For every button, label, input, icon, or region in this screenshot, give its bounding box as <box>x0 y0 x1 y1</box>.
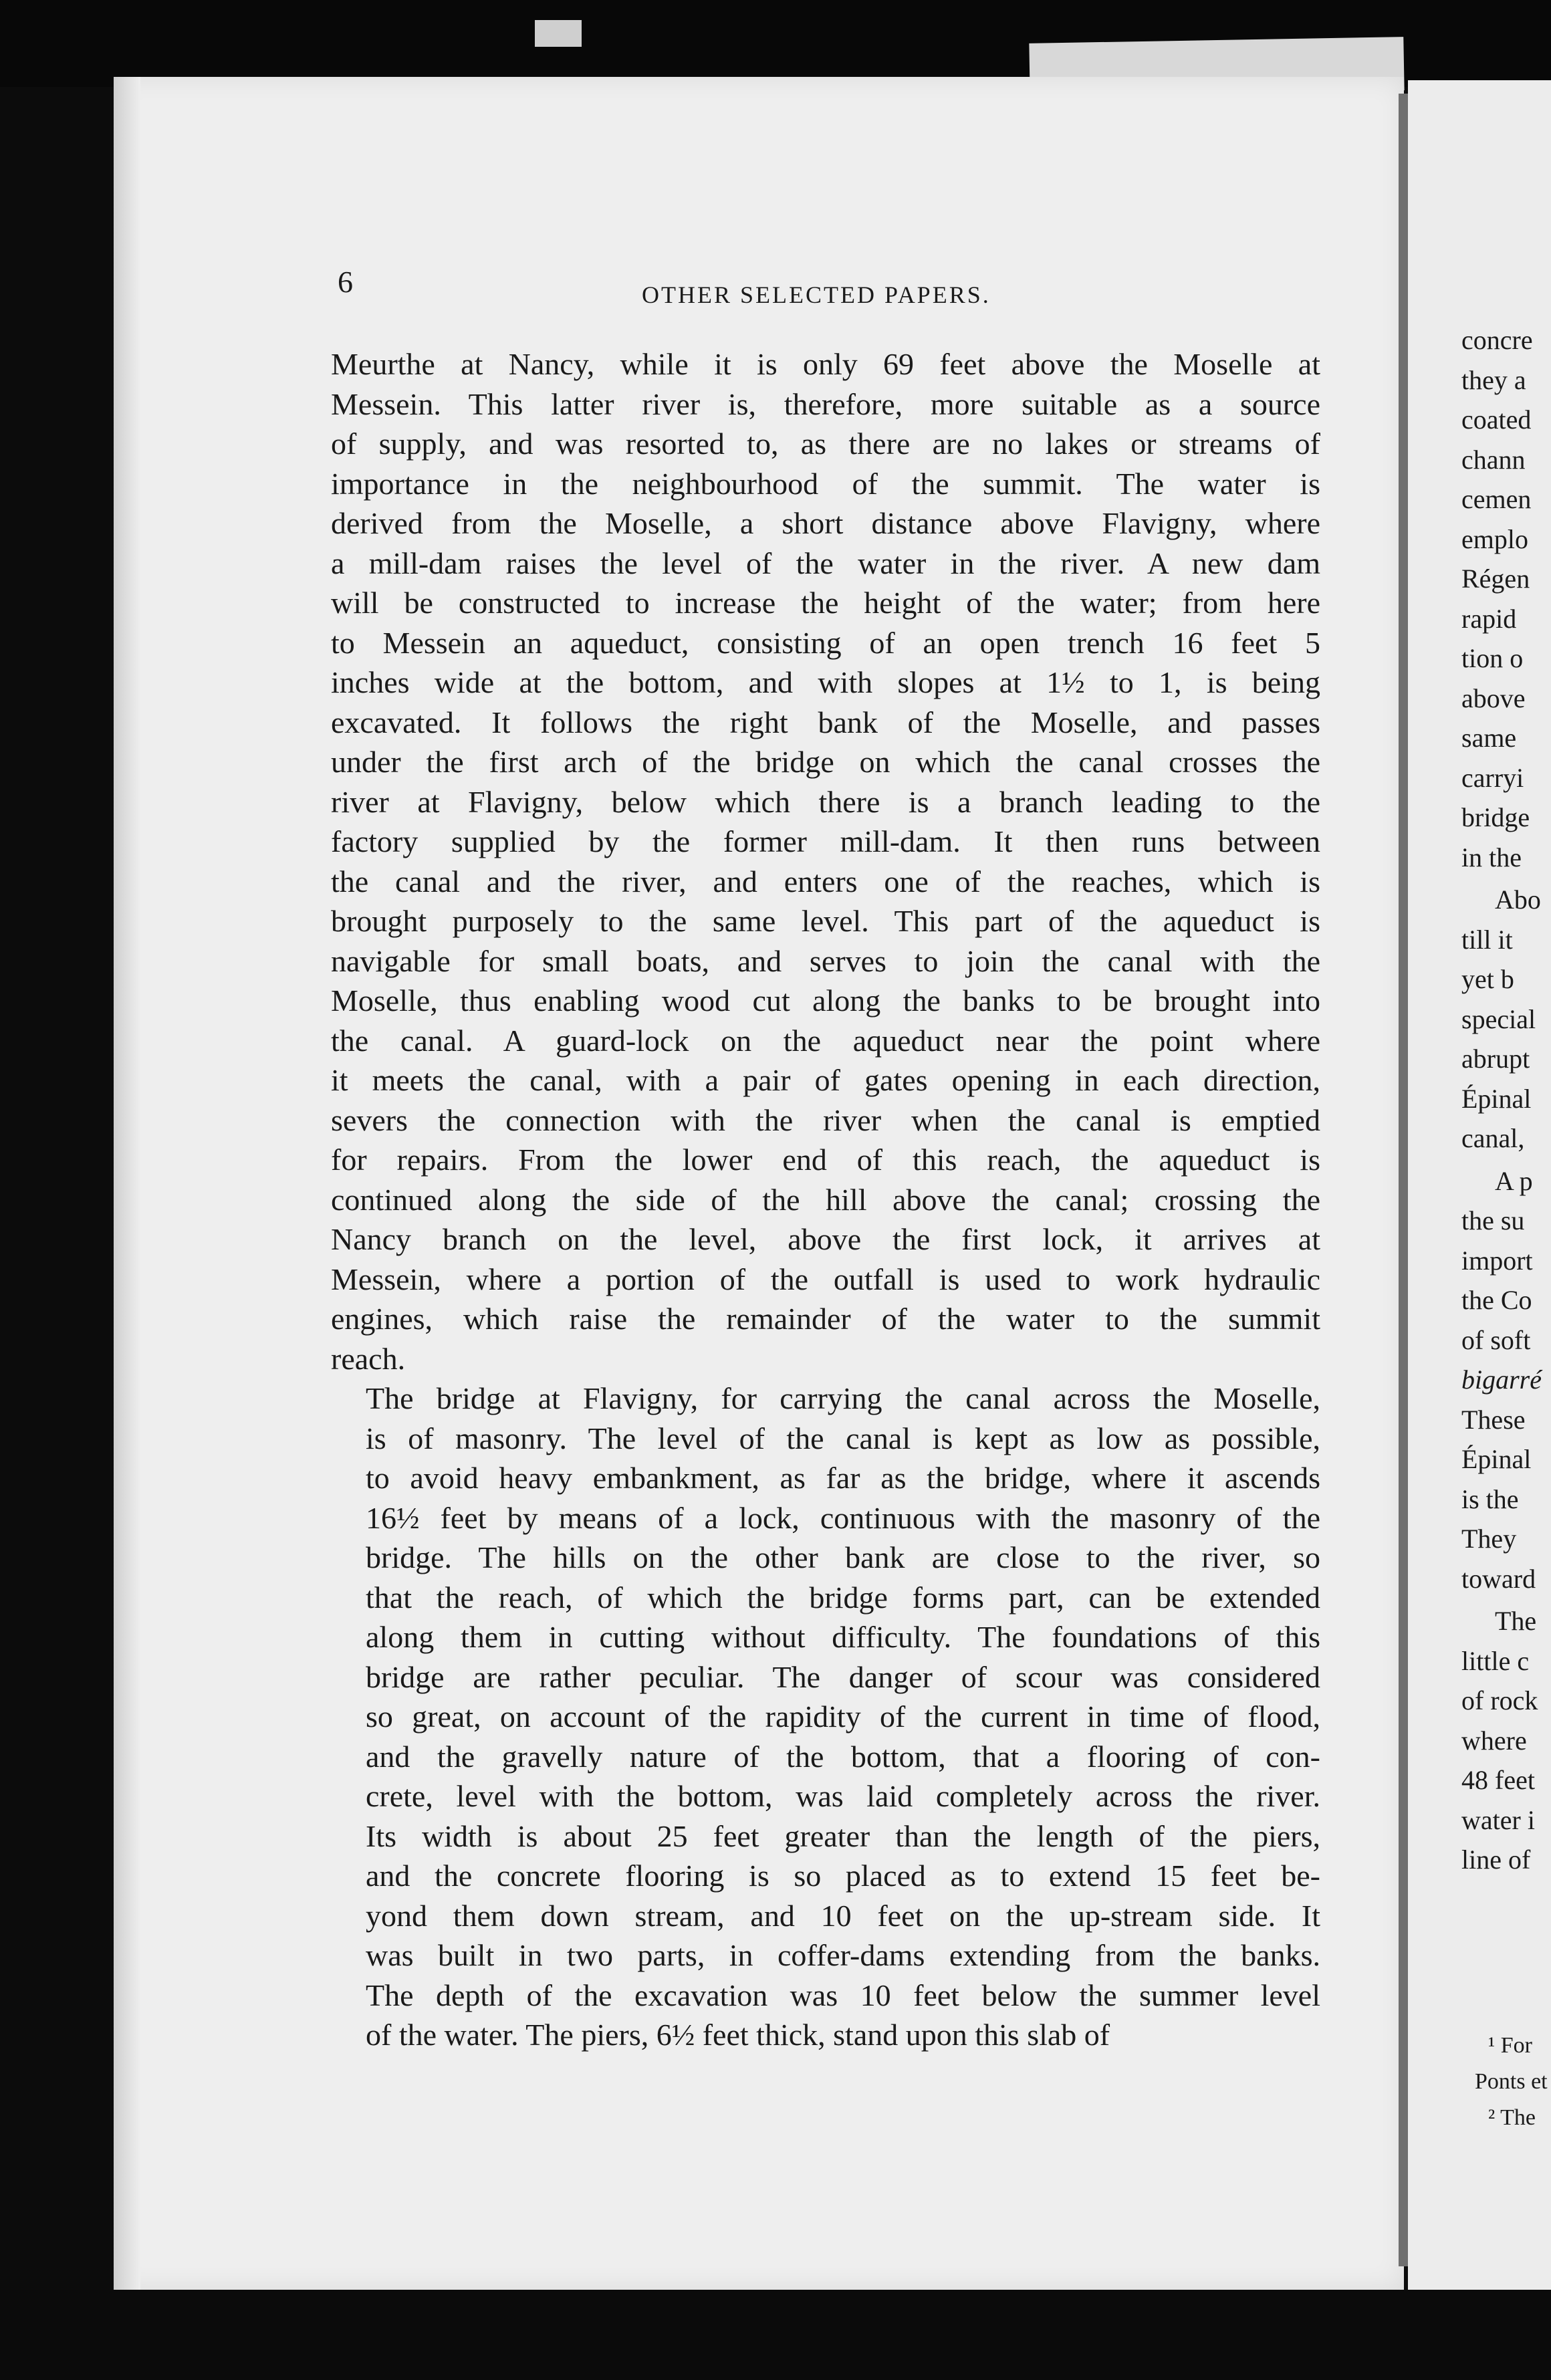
text-line: bridge are rather peculiar. The danger of scour was considered <box>366 1659 1320 1694</box>
right-page-line: little c <box>1461 1645 1530 1676</box>
text-line: inches wide at the bottom, and with slopes at 1½ to 1, is being <box>331 665 1320 699</box>
text-line: that the reach, of which the bridge forms part, can be extended <box>366 1580 1320 1615</box>
text-line: river at Flavigny, below which there is a branch leading to the <box>331 784 1320 819</box>
text-line: 16½ feet by means of a lock, continuous with the masonry of the <box>366 1500 1320 1535</box>
right-page-footnote: ² The <box>1488 2105 1536 2130</box>
right-page-fragment <box>1408 80 1551 2300</box>
text-line: to avoid heavy embankment, as far as the bridge, where it ascends <box>366 1461 1320 1495</box>
right-page-line: Épinal <box>1461 1444 1532 1474</box>
right-page-line: chann <box>1461 444 1526 475</box>
right-page-line: yet b <box>1461 964 1514 994</box>
right-page-line: carryi <box>1461 762 1524 793</box>
right-page-line: bridge <box>1461 802 1530 832</box>
text-line: was built in two parts, in coffer-dams extending from the banks. <box>366 1938 1320 1972</box>
right-page-line: bigarré <box>1461 1364 1542 1395</box>
text-line: navigable for small boats, and serves to join the canal with the <box>331 943 1320 978</box>
right-page-line: 48 feet <box>1461 1765 1535 1795</box>
text-line: of the water. The piers, 6½ feet thick, stand upon this slab of <box>366 2018 1110 2052</box>
right-page-line: is the <box>1461 1483 1519 1514</box>
right-page-line: same <box>1461 723 1517 753</box>
text-line: derived from the Moselle, a short distance above Flavigny, where <box>331 506 1320 540</box>
tape-fragment <box>535 20 582 47</box>
text-line: along them in cutting without difficulty. The foundations of this <box>366 1620 1320 1654</box>
right-page-line: They <box>1461 1524 1517 1554</box>
right-page-line: tion o <box>1461 643 1524 673</box>
right-page-line: of soft <box>1461 1324 1531 1355</box>
text-line: for repairs. From the lower end of this reach, the aqueduct is <box>331 1143 1320 1177</box>
right-page-line: import <box>1461 1245 1533 1276</box>
text-line: The depth of the excavation was 10 feet below the summer level <box>366 1978 1320 2012</box>
right-page-line: special <box>1461 1003 1536 1034</box>
right-page-line: canal, <box>1461 1123 1525 1153</box>
text-line: it meets the canal, with a pair of gates opening in each direction, <box>331 1063 1320 1097</box>
right-page-line: the Co <box>1461 1285 1532 1315</box>
text-line: will be constructed to increase the height of the water; from here <box>331 586 1320 620</box>
text-line: bridge. The hills on the other bank are close to the river, so <box>366 1540 1320 1574</box>
right-page-line: Abo <box>1495 884 1541 915</box>
text-line: continued along the side of the hill above the canal; crossing the <box>331 1182 1320 1217</box>
text-line: The bridge at Flavigny, for carrying the canal across the Moselle, <box>366 1381 1320 1415</box>
text-line: brought purposely to the same level. This part of the aqueduct is <box>331 904 1320 938</box>
text-line: and the concrete flooring is so placed as to extend 15 feet be- <box>366 1859 1320 1893</box>
right-page-line: where <box>1461 1725 1527 1756</box>
text-line: crete, level with the bottom, was laid completely across the river. <box>366 1779 1320 1813</box>
text-line: Moselle, thus enabling wood cut along the banks to be brought into <box>331 983 1320 1018</box>
text-line: importance in the neighbourhood of the summit. The water is <box>331 466 1320 501</box>
right-page-footnote: Ponts et <box>1475 2069 1548 2094</box>
right-page-line: water i <box>1461 1804 1535 1835</box>
text-line: the canal. A guard-lock on the aqueduct near the point where <box>331 1023 1320 1058</box>
right-page-line: abrupt <box>1461 1044 1530 1074</box>
text-line: engines, which raise the remainder of the water to the summit <box>331 1302 1320 1336</box>
right-page-footnote: ¹ For <box>1488 2033 1532 2058</box>
text-line: yond them down stream, and 10 feet on the up-stream side. It <box>366 1898 1320 1933</box>
right-page-line: Régen <box>1461 564 1530 594</box>
text-line: so great, on account of the rapidity of the current in time of flood, <box>366 1699 1320 1734</box>
right-page-line: the su <box>1461 1205 1525 1235</box>
text-line: reach. <box>331 1341 406 1376</box>
paragraph-1 <box>331 344 1320 1379</box>
book-gutter <box>1399 94 1408 2266</box>
text-line: Its width is about 25 feet greater than the length of the piers, <box>366 1818 1320 1853</box>
right-page-line: cemen <box>1461 484 1532 514</box>
text-line: of supply, and was resorted to, as there are no lakes or streams of <box>331 427 1320 461</box>
text-line: severs the connection with the river when the canal is emptied <box>331 1102 1320 1137</box>
right-page-line: they a <box>1461 364 1526 395</box>
text-line: and the gravelly nature of the bottom, that a flooring of con- <box>366 1739 1320 1774</box>
text-line: to Messein an aqueduct, consisting of an open trench 16 feet 5 <box>331 625 1320 660</box>
text-line: is of masonry. The level of the canal is kept as low as possible, <box>366 1421 1320 1455</box>
text-line: Meurthe at Nancy, while it is only 69 feet above the Moselle at <box>331 347 1320 381</box>
text-line: the canal and the river, and enters one of the reaches, which is <box>331 864 1320 899</box>
right-page-line: emplo <box>1461 523 1528 554</box>
right-page-line: toward <box>1461 1563 1536 1594</box>
right-page-line: of rock <box>1461 1685 1538 1715</box>
right-page-line: in the <box>1461 842 1522 872</box>
right-page-line: Épinal <box>1461 1083 1532 1114</box>
text-line: under the first arch of the bridge on which the canal crosses the <box>331 745 1320 779</box>
scan-bottom-margin <box>0 2290 1551 2380</box>
page-number: 6 <box>338 265 353 299</box>
right-page-line: above <box>1461 683 1526 713</box>
text-line: Nancy branch on the level, above the first lock, it arrives at <box>331 1222 1320 1256</box>
text-line: factory supplied by the former mill-dam. It then runs between <box>331 824 1320 858</box>
text-line: Messein. This latter river is, therefore, more suitable as a source <box>331 386 1320 421</box>
right-page-line: These <box>1461 1404 1526 1435</box>
right-page-line: rapid <box>1461 603 1517 634</box>
body-text <box>331 344 1320 2055</box>
page-edge-shadow <box>114 77 140 2290</box>
text-line: Messein, where a portion of the outfall is used to work hydraulic <box>331 1262 1320 1296</box>
right-page-line: The <box>1495 1606 1537 1636</box>
right-page-line: line of <box>1461 1844 1531 1875</box>
right-page-line: coated <box>1461 404 1532 435</box>
right-page-line: concre <box>1461 325 1533 355</box>
text-line: excavated. It follows the right bank of the Moselle, and passes <box>331 705 1320 739</box>
right-page-line: till it <box>1461 924 1513 955</box>
paragraph-2 <box>331 1379 1320 2055</box>
running-head: OTHER SELECTED PAPERS. <box>642 281 991 308</box>
right-page-line: A p <box>1495 1165 1533 1196</box>
text-line: a mill-dam raises the level of the water in the river. A new dam <box>331 546 1320 580</box>
